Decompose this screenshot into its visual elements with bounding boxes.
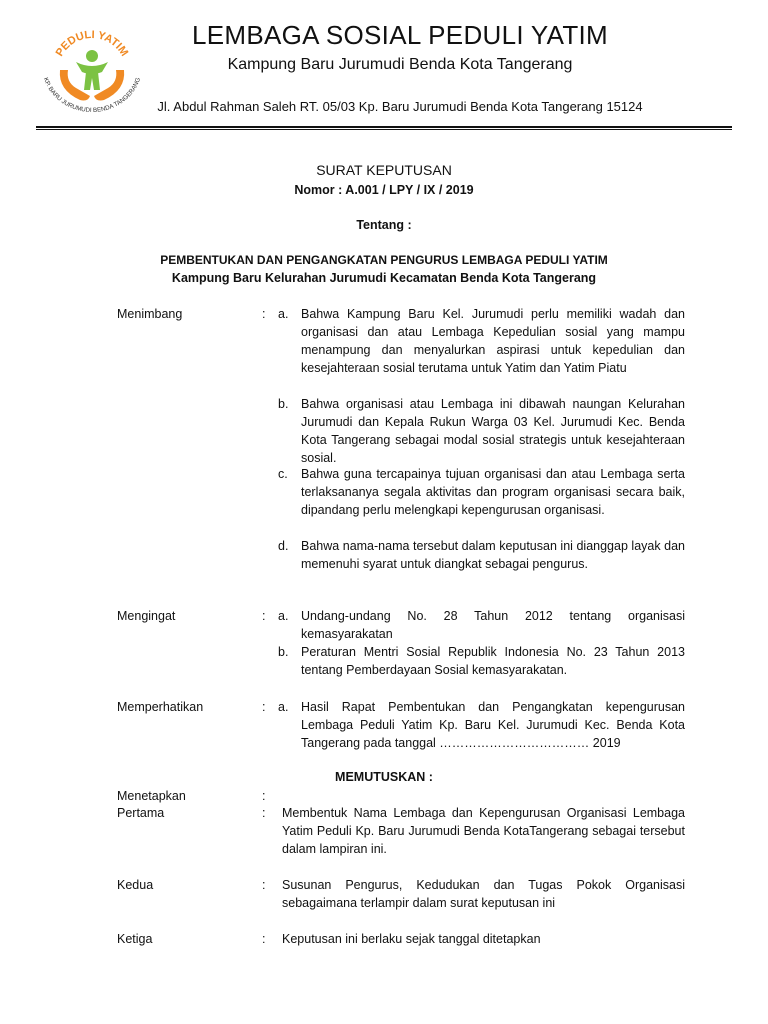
colon: : — [262, 700, 266, 714]
item-letter: b. — [278, 397, 289, 411]
header-divider-thin — [36, 129, 732, 130]
second-label: Kedua — [117, 878, 154, 892]
considering-item-a: Bahwa Kampung Baru Kel. Jurumudi perlu memiliki wadah dan organisasi dan atau Lembaga Kepedulian sosial yang mampu menampung dan menyalurkan aspirasi untuk kepedulian dan kesejahteraan sosial terutama untuk Yatim dan Yatim Piatu — [301, 307, 685, 375]
subject-line-1: PEMBENTUKAN DAN PENGANGKATAN PENGURUS LEMBAGA PEDULI YATIM — [160, 253, 608, 267]
organization-title: LEMBAGA SOSIAL PEDULI YATIM — [191, 20, 609, 50]
stipulate-label: Menetapkan — [117, 789, 186, 803]
header-divider-thick — [36, 126, 732, 128]
considering-label: Menimbang — [117, 307, 183, 321]
regarding-label: Tentang : — [356, 218, 412, 232]
item-letter: d. — [278, 539, 289, 553]
noting-item-a: Hasil Rapat Pembentukan dan Pengangkatan kepengurusan Lembaga Peduli Yatim Kp. Baru Kel. Jurumudi Kec. Benda Kota Tangerang pada tanggal ……………………………… 2019 — [301, 700, 685, 750]
colon: : — [262, 609, 266, 623]
organization-subtitle: Kampung Baru Jurumudi Benda Kota Tangerang — [227, 56, 573, 73]
decision-heading: MEMUTUSKAN : — [335, 770, 433, 784]
logo-text: PEDULI YATIM — [53, 28, 131, 59]
colon: : — [262, 789, 266, 803]
considering-item-d: Bahwa nama-nama tersebut dalam keputusan ini dianggap layak dan memenuhi syarat untuk diangkat sebagai pengurus. — [301, 539, 685, 571]
third-decision-text: Keputusan ini berlaku sejak tanggal ditetapkan — [282, 932, 541, 946]
document-title: SURAT KEPUTUSAN — [316, 162, 452, 178]
logo-ring-text: KP. BARU JURUMUDI BENDA TANGERANG — [41, 76, 143, 115]
noting-label: Memperhatikan — [117, 700, 204, 714]
third-label: Ketiga — [117, 932, 153, 946]
item-letter: a. — [278, 307, 289, 321]
considering-item-b: Bahwa organisasi atau Lembaga ini dibawah naungan Kelurahan Jurumudi dan Kepala Rukun Warga 03 Kel. Jurumudi Kec. Benda Kota Tangerang sebagai modal sosial strategis untuk kesejahteraan sosial. — [301, 397, 685, 465]
first-label: Pertama — [117, 806, 165, 820]
second-decision-text: Susunan Pengurus, Kedudukan dan Tugas Pokok Organisasi sebagaimana terlampir dalam surat keputusan ini — [282, 878, 685, 910]
first-decision-text: Membentuk Nama Lembaga dan Kepengurusan Organisasi Lembaga Yatim Peduli Kp. Baru Jurumudi Benda KotaTangerang sebagai tersebut dalam lampiran ini. — [282, 806, 685, 856]
colon: : — [262, 932, 266, 946]
item-letter: b. — [278, 645, 289, 659]
remembering-item-b: Peraturan Mentri Sosial Republik Indonesia No. 23 Tahun 2013 tentang Pemberdayaan Sosial kemasyarakatan. — [301, 645, 685, 677]
colon: : — [262, 307, 266, 321]
document-number: Nomor : A.001 / LPY / IX / 2019 — [294, 183, 474, 197]
remembering-item-a: Undang-undang No. 28 Tahun 2012 tentang organisasi kemasyarakatan — [301, 609, 685, 641]
item-letter: c. — [278, 467, 288, 481]
remembering-label: Mengingat — [117, 609, 176, 623]
item-letter: a. — [278, 700, 289, 714]
item-letter: a. — [278, 609, 289, 623]
colon: : — [262, 806, 266, 820]
colon: : — [262, 878, 266, 892]
organization-address: Jl. Abdul Rahman Saleh RT. 05/03 Kp. Baru Jurumudi Benda Kota Tangerang 15124 — [157, 99, 643, 114]
subject-line-2: Kampung Baru Kelurahan Jurumudi Kecamatan Benda Kota Tangerang — [171, 271, 597, 285]
considering-item-c: Bahwa guna tercapainya tujuan organisasi dan atau Lembaga serta terlaksananya segala aktivitas dan program organisasi secara baik, dipandang perlu melengkapi kepengurusan organisasi. — [301, 467, 685, 517]
